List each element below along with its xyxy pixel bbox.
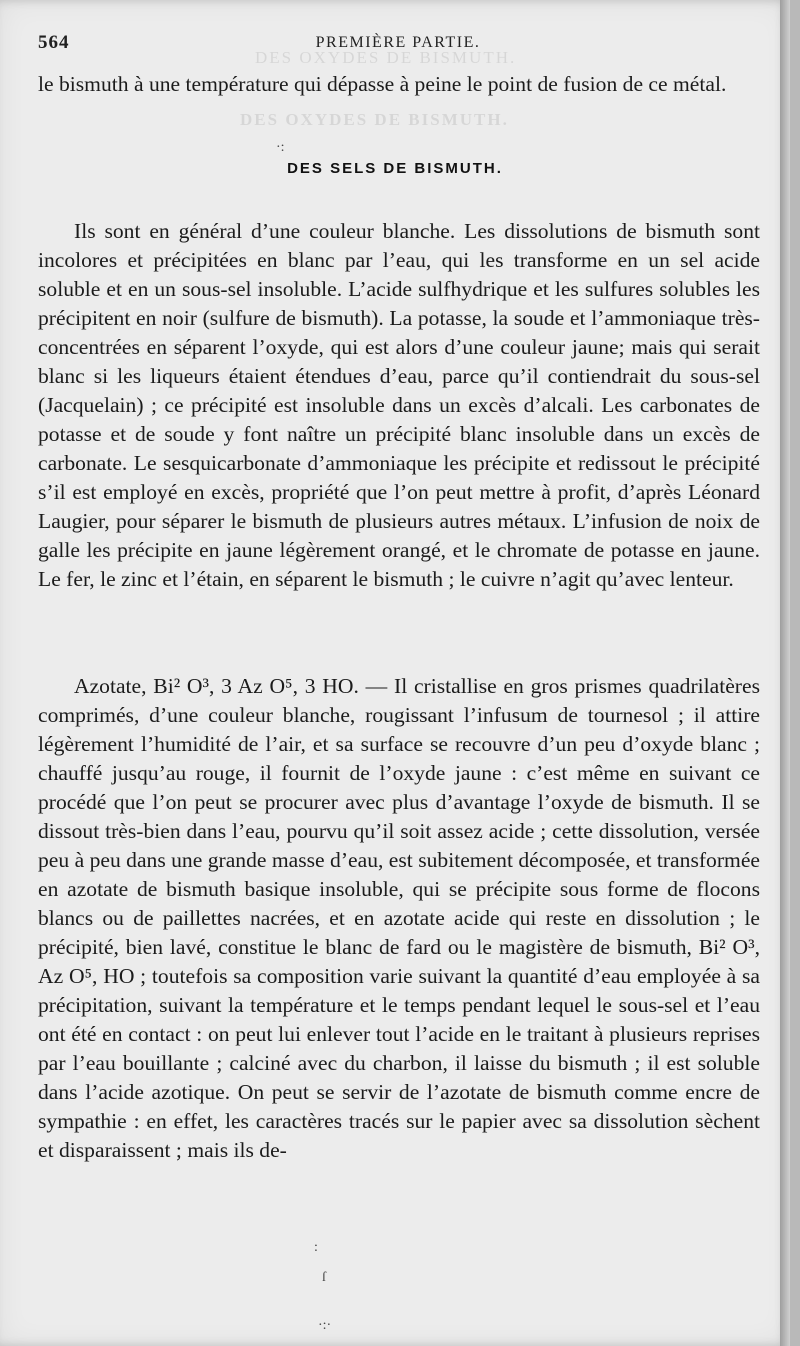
- paragraph-continuation: le bismuth à une température qui dépasse à peine le point de fusion de ce métal.: [38, 72, 727, 96]
- page-number: 564: [38, 32, 70, 53]
- show-through-text: DES OXYDES DE BISMUTH.: [240, 110, 509, 129]
- paragraph-sels-de-bismuth: Ils sont en général d’une couleur blanche. Les dissolutions de bismuth sont incolores et précipitées en blanc par l’eau, qui les transforme en un sel acide soluble et en un sous-sel insoluble. L’acide sulfhydrique et les sulfures solubles les précipitent en noir (sulfure de bismuth). La potasse, la soude et l’ammoniaque très-concentrées en séparent l’oxyde, qui est alors d’une couleur jaune; mais qui serait blanc si les liqueurs étaient étendues d’eau, parce qu’il contiendrait du sous-sel (Jacquelain) ; ce précipité est insoluble dans un excès d’alcali. Les carbonates de potasse et de soude y font naître un précipité blanc insoluble dans un excès de carbonate. Le sesquicarbonate d’ammoniaque les précipite et redissout le précipité s’il est employé en excès, propriété que l’on peut mettre à profit, d’après Léonard Laugier, pour séparer le bismuth de plusieurs autres métaux. L’infusion de noix de galle les précipite en jaune légèrement orangé, et le chromate de potasse en jaune. Le fer, le zinc et l’étain, en séparent le bismuth ; le cuivre n’agit qu’avec lenteur.: [38, 219, 760, 591]
- section-title: DES SELS DE BISMUTH.: [287, 160, 503, 177]
- paragraph-azotate: Azotate, Bi² O³, 3 Az O⁵, 3 HO. — Il cristallise en gros prismes quadrilatères comprimés, d’une couleur blanche, rougissant l’infusum de tournesol ; il attire légèrement l’humidité de l’air, et sa surface se recouvre d’un peu d’oxyde blanc ; chauffé jusqu’au rouge, il fournit de l’oxyde jaune : c’est même en suivant ce procédé que l’on peut se procurer avec plus d’avantage l’oxyde de bismuth. Il se dissout très-bien dans l’eau, pourvu qu’il soit assez acide ; cette dissolution, versée peu à peu dans une grande masse d’eau, est subitement décomposée, et transformée en azotate de bismuth basique insoluble, qui se précipite sous forme de flocons blancs ou de paillettes nacrées, et en azotate acide qui reste en dissolution ; le précipité, bien lavé, constitue le blanc de fard ou le magistère de bismuth, Bi² O³, Az O⁵, HO ; toutefois sa composition varie suivant la quantité d’eau employée à sa précipitation, suivant la température et le temps pendant lequel le sous-sel et l’eau ont été en contact : on peut lui enlever tout l’acide en le traitant à plusieurs reprises par l’eau bouillante ; calciné avec du charbon, il laisse du bismuth ; il est soluble dans l’acide azotique. On peut se servir de l’azotate de bismuth comme encre de sympathie : en effet, les caractères tracés sur le papier avec sa dissolution sèchent et disparaissent ; mais ils de-: [38, 674, 760, 1162]
- page-header: [38, 32, 758, 60]
- ink-speck: ·:: [276, 140, 285, 155]
- running-head: PREMIÈRE PARTIE.: [315, 34, 481, 51]
- page-edge-shadow: [780, 0, 790, 1346]
- show-through-text: DES OXYDES DE BISMUTH.: [255, 48, 517, 67]
- ink-speck: ſ: [322, 1270, 326, 1285]
- ink-speck: ·:·: [318, 1318, 332, 1333]
- ink-speck: :: [314, 1240, 318, 1255]
